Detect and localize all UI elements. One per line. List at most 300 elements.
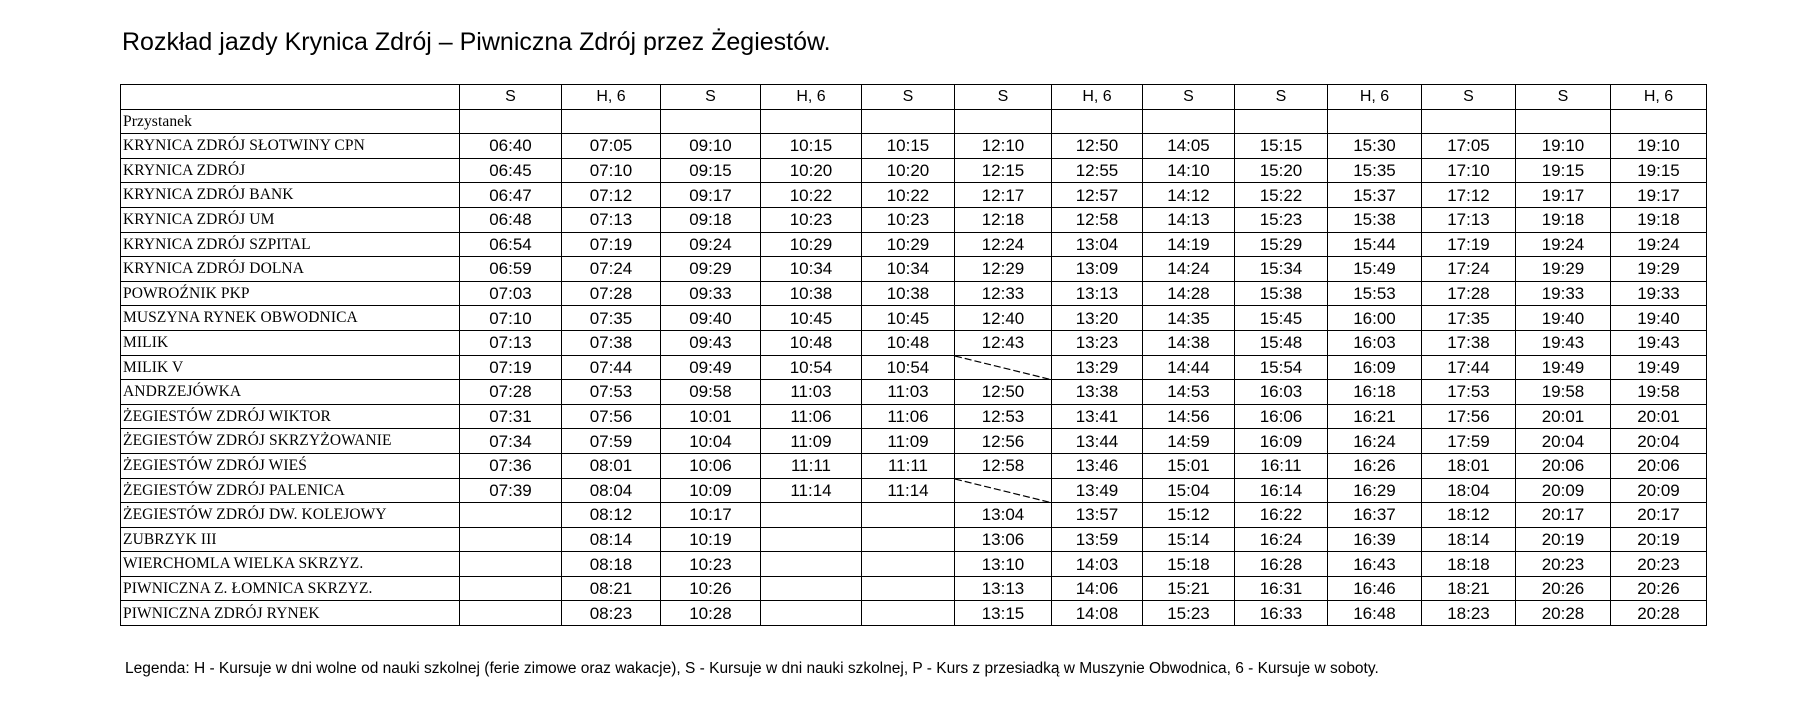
time-cell: 10:04 xyxy=(661,429,761,454)
time-cell: 09:17 xyxy=(661,183,761,208)
time-cell: 16:03 xyxy=(1235,380,1328,405)
empty-time-cell xyxy=(761,503,862,528)
time-cell: 18:04 xyxy=(1422,478,1516,503)
skipped-stop-line xyxy=(955,356,1051,380)
time-cell: 20:06 xyxy=(1611,453,1707,478)
time-cell: 12:50 xyxy=(1052,134,1143,159)
course-type-cell: H, 6 xyxy=(1611,85,1707,110)
time-cell: 07:13 xyxy=(562,207,661,232)
time-cell: 14:56 xyxy=(1143,404,1235,429)
skipped-stop-line xyxy=(955,479,1051,503)
table-row xyxy=(121,576,1707,601)
table-row xyxy=(121,134,1707,159)
stop-name: ŻEGIESTÓW ZDRÓJ DW. KOLEJOWY xyxy=(121,503,460,528)
time-cell: 11:06 xyxy=(761,404,862,429)
time-cell: 11:11 xyxy=(761,453,862,478)
time-cell: 10:01 xyxy=(661,404,761,429)
time-cell: 07:31 xyxy=(460,404,562,429)
time-cell: 09:40 xyxy=(661,306,761,331)
table-row xyxy=(121,158,1707,183)
time-cell: 07:35 xyxy=(562,306,661,331)
empty-header-cell xyxy=(862,109,955,134)
time-cell: 14:44 xyxy=(1143,355,1235,380)
time-cell: 20:04 xyxy=(1516,429,1611,454)
table-row xyxy=(121,232,1707,257)
time-cell: 15:12 xyxy=(1143,503,1235,528)
time-cell: 14:03 xyxy=(1052,552,1143,577)
time-cell: 10:29 xyxy=(761,232,862,257)
empty-time-cell xyxy=(460,527,562,552)
table-row xyxy=(121,330,1707,355)
table-row xyxy=(121,306,1707,331)
time-cell: 10:15 xyxy=(761,134,862,159)
empty-time-cell xyxy=(862,552,955,577)
time-cell: 07:28 xyxy=(460,380,562,405)
time-cell: 11:06 xyxy=(862,404,955,429)
time-cell: 19:58 xyxy=(1611,380,1707,405)
time-cell: 10:22 xyxy=(862,183,955,208)
table-row xyxy=(121,429,1707,454)
time-cell: 14:35 xyxy=(1143,306,1235,331)
time-cell: 13:13 xyxy=(1052,281,1143,306)
time-cell: 12:18 xyxy=(955,207,1052,232)
time-cell: 12:15 xyxy=(955,158,1052,183)
time-cell: 15:34 xyxy=(1235,257,1328,282)
time-cell: 13:29 xyxy=(1052,355,1143,380)
time-cell: 14:38 xyxy=(1143,330,1235,355)
stop-header-row xyxy=(121,109,1707,134)
time-cell: 10:23 xyxy=(761,207,862,232)
time-cell: 13:44 xyxy=(1052,429,1143,454)
time-cell: 14:08 xyxy=(1052,601,1143,626)
table-row xyxy=(121,207,1707,232)
time-cell: 12:58 xyxy=(1052,207,1143,232)
time-cell: 10:48 xyxy=(862,330,955,355)
stop-name: ZUBRZYK III xyxy=(121,527,460,552)
time-cell: 11:09 xyxy=(862,429,955,454)
time-cell: 16:26 xyxy=(1328,453,1422,478)
stop-name: MUSZYNA RYNEK OBWODNICA xyxy=(121,306,460,331)
time-cell: 09:33 xyxy=(661,281,761,306)
time-cell: 10:23 xyxy=(661,552,761,577)
time-cell: 17:13 xyxy=(1422,207,1516,232)
empty-time-cell xyxy=(862,527,955,552)
time-cell: 13:57 xyxy=(1052,503,1143,528)
time-cell: 19:18 xyxy=(1516,207,1611,232)
time-cell: 20:01 xyxy=(1516,404,1611,429)
time-cell: 13:09 xyxy=(1052,257,1143,282)
time-cell: 12:10 xyxy=(955,134,1052,159)
empty-header-cell xyxy=(1516,109,1611,134)
table-row xyxy=(121,281,1707,306)
stop-name: KRYNICA ZDRÓJ SZPITAL xyxy=(121,232,460,257)
time-cell: 10:38 xyxy=(761,281,862,306)
time-cell: 20:19 xyxy=(1516,527,1611,552)
time-cell: 19:40 xyxy=(1516,306,1611,331)
time-cell: 07:59 xyxy=(562,429,661,454)
time-cell: 12:57 xyxy=(1052,183,1143,208)
time-cell: 13:04 xyxy=(955,503,1052,528)
time-cell: 20:04 xyxy=(1611,429,1707,454)
time-cell: 07:39 xyxy=(460,478,562,503)
time-cell: 06:59 xyxy=(460,257,562,282)
stop-name: KRYNICA ZDRÓJ UM xyxy=(121,207,460,232)
time-cell: 09:18 xyxy=(661,207,761,232)
time-cell: 17:56 xyxy=(1422,404,1516,429)
time-cell: 16:18 xyxy=(1328,380,1422,405)
time-cell: 13:04 xyxy=(1052,232,1143,257)
time-cell: 09:10 xyxy=(661,134,761,159)
time-cell: 19:15 xyxy=(1611,158,1707,183)
time-cell: 09:43 xyxy=(661,330,761,355)
time-cell: 06:48 xyxy=(460,207,562,232)
empty-time-cell xyxy=(761,601,862,626)
course-type-cell: H, 6 xyxy=(761,85,862,110)
time-cell: 14:53 xyxy=(1143,380,1235,405)
header-corner xyxy=(121,85,460,110)
table-row xyxy=(121,404,1707,429)
time-cell: 20:09 xyxy=(1611,478,1707,503)
empty-time-cell xyxy=(460,552,562,577)
empty-header-cell xyxy=(1611,109,1707,134)
time-cell: 19:49 xyxy=(1611,355,1707,380)
time-cell: 19:58 xyxy=(1516,380,1611,405)
timetable xyxy=(120,84,1707,626)
time-cell: 19:15 xyxy=(1516,158,1611,183)
time-cell: 15:14 xyxy=(1143,527,1235,552)
time-cell: 14:59 xyxy=(1143,429,1235,454)
stop-column-header: Przystanek xyxy=(121,109,460,134)
time-cell: 16:37 xyxy=(1328,503,1422,528)
time-cell: 18:23 xyxy=(1422,601,1516,626)
empty-time-cell xyxy=(862,576,955,601)
stop-name: KRYNICA ZDRÓJ xyxy=(121,158,460,183)
time-cell: 08:04 xyxy=(562,478,661,503)
time-cell: 11:03 xyxy=(862,380,955,405)
time-cell: 12:58 xyxy=(955,453,1052,478)
time-cell: 16:06 xyxy=(1235,404,1328,429)
time-cell: 07:53 xyxy=(562,380,661,405)
time-cell: 15:18 xyxy=(1143,552,1235,577)
time-cell: 10:45 xyxy=(761,306,862,331)
skipped-stop-mark xyxy=(955,478,1052,503)
stop-name: POWROŹNIK PKP xyxy=(121,281,460,306)
time-cell: 20:19 xyxy=(1611,527,1707,552)
time-cell: 06:54 xyxy=(460,232,562,257)
stop-name: PIWNICZNA ZDRÓJ RYNEK xyxy=(121,601,460,626)
time-cell: 15:04 xyxy=(1143,478,1235,503)
time-cell: 06:40 xyxy=(460,134,562,159)
time-cell: 16:48 xyxy=(1328,601,1422,626)
stop-name: MILIK xyxy=(121,330,460,355)
table-row xyxy=(121,527,1707,552)
empty-header-cell xyxy=(1328,109,1422,134)
course-type-cell: S xyxy=(862,85,955,110)
time-cell: 07:12 xyxy=(562,183,661,208)
time-cell: 12:55 xyxy=(1052,158,1143,183)
empty-header-cell xyxy=(955,109,1052,134)
time-cell: 07:03 xyxy=(460,281,562,306)
time-cell: 19:40 xyxy=(1611,306,1707,331)
time-cell: 17:05 xyxy=(1422,134,1516,159)
course-type-cell: S xyxy=(1516,85,1611,110)
time-cell: 07:24 xyxy=(562,257,661,282)
time-cell: 12:53 xyxy=(955,404,1052,429)
time-cell: 15:45 xyxy=(1235,306,1328,331)
time-cell: 20:23 xyxy=(1611,552,1707,577)
time-cell: 20:28 xyxy=(1516,601,1611,626)
time-cell: 10:17 xyxy=(661,503,761,528)
empty-time-cell xyxy=(460,601,562,626)
time-cell: 11:11 xyxy=(862,453,955,478)
time-cell: 16:09 xyxy=(1235,429,1328,454)
time-cell: 10:34 xyxy=(761,257,862,282)
stop-name: ŻEGIESTÓW ZDRÓJ SKRZYŻOWANIE xyxy=(121,429,460,454)
time-cell: 07:19 xyxy=(562,232,661,257)
empty-header-cell xyxy=(1052,109,1143,134)
table-row xyxy=(121,183,1707,208)
time-cell: 16:24 xyxy=(1235,527,1328,552)
empty-header-cell xyxy=(1235,109,1328,134)
time-cell: 07:56 xyxy=(562,404,661,429)
course-type-cell: S xyxy=(661,85,761,110)
time-cell: 19:29 xyxy=(1516,257,1611,282)
empty-time-cell xyxy=(761,576,862,601)
skipped-stop-mark xyxy=(955,355,1052,380)
time-cell: 16:21 xyxy=(1328,404,1422,429)
time-cell: 08:12 xyxy=(562,503,661,528)
time-cell: 07:44 xyxy=(562,355,661,380)
time-cell: 18:14 xyxy=(1422,527,1516,552)
time-cell: 19:17 xyxy=(1516,183,1611,208)
time-cell: 15:49 xyxy=(1328,257,1422,282)
time-cell: 10:15 xyxy=(862,134,955,159)
time-cell: 13:20 xyxy=(1052,306,1143,331)
time-cell: 13:49 xyxy=(1052,478,1143,503)
time-cell: 10:26 xyxy=(661,576,761,601)
time-cell: 16:09 xyxy=(1328,355,1422,380)
time-cell: 15:20 xyxy=(1235,158,1328,183)
course-type-cell: S xyxy=(955,85,1052,110)
time-cell: 08:01 xyxy=(562,453,661,478)
table-row xyxy=(121,478,1707,503)
empty-header-cell xyxy=(562,109,661,134)
time-cell: 11:14 xyxy=(862,478,955,503)
time-cell: 10:54 xyxy=(761,355,862,380)
time-cell: 20:26 xyxy=(1611,576,1707,601)
time-cell: 17:10 xyxy=(1422,158,1516,183)
time-cell: 17:19 xyxy=(1422,232,1516,257)
time-cell: 12:56 xyxy=(955,429,1052,454)
time-cell: 19:33 xyxy=(1516,281,1611,306)
time-cell: 17:59 xyxy=(1422,429,1516,454)
time-cell: 10:23 xyxy=(862,207,955,232)
time-cell: 19:10 xyxy=(1611,134,1707,159)
time-cell: 09:58 xyxy=(661,380,761,405)
time-cell: 13:41 xyxy=(1052,404,1143,429)
time-cell: 15:23 xyxy=(1235,207,1328,232)
time-cell: 14:12 xyxy=(1143,183,1235,208)
time-cell: 19:17 xyxy=(1611,183,1707,208)
time-cell: 12:29 xyxy=(955,257,1052,282)
course-type-cell: H, 6 xyxy=(562,85,661,110)
time-cell: 16:39 xyxy=(1328,527,1422,552)
time-cell: 19:18 xyxy=(1611,207,1707,232)
empty-time-cell xyxy=(761,527,862,552)
empty-header-cell xyxy=(1143,109,1235,134)
time-cell: 19:43 xyxy=(1516,330,1611,355)
time-cell: 15:21 xyxy=(1143,576,1235,601)
time-cell: 08:18 xyxy=(562,552,661,577)
course-type-cell: S xyxy=(1143,85,1235,110)
empty-header-cell xyxy=(761,109,862,134)
time-cell: 19:10 xyxy=(1516,134,1611,159)
time-cell: 18:12 xyxy=(1422,503,1516,528)
time-cell: 11:09 xyxy=(761,429,862,454)
time-cell: 20:17 xyxy=(1516,503,1611,528)
time-cell: 12:43 xyxy=(955,330,1052,355)
time-cell: 13:15 xyxy=(955,601,1052,626)
time-cell: 16:00 xyxy=(1328,306,1422,331)
time-cell: 12:17 xyxy=(955,183,1052,208)
time-cell: 20:09 xyxy=(1516,478,1611,503)
time-cell: 13:06 xyxy=(955,527,1052,552)
time-cell: 11:03 xyxy=(761,380,862,405)
time-cell: 16:24 xyxy=(1328,429,1422,454)
stop-name: ŻEGIESTÓW ZDRÓJ PALENICA xyxy=(121,478,460,503)
stop-name: WIERCHOMLA WIELKA SKRZYZ. xyxy=(121,552,460,577)
time-cell: 15:01 xyxy=(1143,453,1235,478)
time-cell: 16:46 xyxy=(1328,576,1422,601)
time-cell: 10:54 xyxy=(862,355,955,380)
time-cell: 16:31 xyxy=(1235,576,1328,601)
time-cell: 14:28 xyxy=(1143,281,1235,306)
time-cell: 14:06 xyxy=(1052,576,1143,601)
table-row xyxy=(121,453,1707,478)
time-cell: 07:05 xyxy=(562,134,661,159)
time-cell: 09:49 xyxy=(661,355,761,380)
time-cell: 12:50 xyxy=(955,380,1052,405)
stop-name: KRYNICA ZDRÓJ SŁOTWINY CPN xyxy=(121,134,460,159)
stop-name: ŻEGIESTÓW ZDRÓJ WIEŚ xyxy=(121,453,460,478)
time-cell: 12:33 xyxy=(955,281,1052,306)
empty-header-cell xyxy=(661,109,761,134)
time-cell: 15:38 xyxy=(1328,207,1422,232)
time-cell: 15:29 xyxy=(1235,232,1328,257)
time-cell: 13:38 xyxy=(1052,380,1143,405)
stop-name: KRYNICA ZDRÓJ DOLNA xyxy=(121,257,460,282)
time-cell: 19:24 xyxy=(1611,232,1707,257)
empty-header-cell xyxy=(460,109,562,134)
time-cell: 13:46 xyxy=(1052,453,1143,478)
time-cell: 09:29 xyxy=(661,257,761,282)
time-cell: 15:23 xyxy=(1143,601,1235,626)
course-type-cell: S xyxy=(1422,85,1516,110)
time-cell: 07:38 xyxy=(562,330,661,355)
time-cell: 06:45 xyxy=(460,158,562,183)
time-cell: 09:24 xyxy=(661,232,761,257)
time-cell: 20:17 xyxy=(1611,503,1707,528)
time-cell: 12:24 xyxy=(955,232,1052,257)
time-cell: 18:01 xyxy=(1422,453,1516,478)
time-cell: 17:38 xyxy=(1422,330,1516,355)
time-cell: 15:38 xyxy=(1235,281,1328,306)
time-cell: 17:44 xyxy=(1422,355,1516,380)
time-cell: 07:10 xyxy=(562,158,661,183)
time-cell: 08:23 xyxy=(562,601,661,626)
time-cell: 14:05 xyxy=(1143,134,1235,159)
time-cell: 17:12 xyxy=(1422,183,1516,208)
time-cell: 15:30 xyxy=(1328,134,1422,159)
stop-name: ŻEGIESTÓW ZDRÓJ WIKTOR xyxy=(121,404,460,429)
time-cell: 13:10 xyxy=(955,552,1052,577)
time-cell: 16:29 xyxy=(1328,478,1422,503)
time-cell: 15:48 xyxy=(1235,330,1328,355)
time-cell: 18:21 xyxy=(1422,576,1516,601)
time-cell: 11:14 xyxy=(761,478,862,503)
empty-time-cell xyxy=(761,552,862,577)
time-cell: 10:09 xyxy=(661,478,761,503)
time-cell: 07:34 xyxy=(460,429,562,454)
time-cell: 17:35 xyxy=(1422,306,1516,331)
empty-header-cell xyxy=(1422,109,1516,134)
empty-time-cell xyxy=(460,503,562,528)
time-cell: 10:38 xyxy=(862,281,955,306)
time-cell: 07:19 xyxy=(460,355,562,380)
time-cell: 19:43 xyxy=(1611,330,1707,355)
time-cell: 06:47 xyxy=(460,183,562,208)
time-cell: 16:03 xyxy=(1328,330,1422,355)
time-cell: 20:23 xyxy=(1516,552,1611,577)
page-title: Rozkład jazdy Krynica Zdrój – Piwniczna Zdrój przez Żegiestów. xyxy=(122,28,831,56)
time-cell: 15:53 xyxy=(1328,281,1422,306)
time-cell: 07:13 xyxy=(460,330,562,355)
time-cell: 17:28 xyxy=(1422,281,1516,306)
time-cell: 17:24 xyxy=(1422,257,1516,282)
course-type-cell: S xyxy=(1235,85,1328,110)
time-cell: 15:37 xyxy=(1328,183,1422,208)
time-cell: 10:45 xyxy=(862,306,955,331)
empty-time-cell xyxy=(862,503,955,528)
time-cell: 16:28 xyxy=(1235,552,1328,577)
time-cell: 19:49 xyxy=(1516,355,1611,380)
time-cell: 10:20 xyxy=(862,158,955,183)
time-cell: 20:01 xyxy=(1611,404,1707,429)
time-cell: 16:43 xyxy=(1328,552,1422,577)
legend: Legenda: H - Kursuje w dni wolne od nauki szkolnej (ferie zimowe oraz wakacje), S - Kursuje w dni nauki szkolnej, P - Kurs z przesiadką w Muszynie Obwodnica, 6 - Kursuje w soboty. xyxy=(125,660,1379,677)
stop-name: KRYNICA ZDRÓJ BANK xyxy=(121,183,460,208)
table-row xyxy=(121,355,1707,380)
time-cell: 20:28 xyxy=(1611,601,1707,626)
time-cell: 10:19 xyxy=(661,527,761,552)
time-cell: 10:20 xyxy=(761,158,862,183)
time-cell: 20:06 xyxy=(1516,453,1611,478)
time-cell: 08:14 xyxy=(562,527,661,552)
time-cell: 18:18 xyxy=(1422,552,1516,577)
stop-name: ANDRZEJÓWKA xyxy=(121,380,460,405)
time-cell: 10:06 xyxy=(661,453,761,478)
time-cell: 19:29 xyxy=(1611,257,1707,282)
time-cell: 10:48 xyxy=(761,330,862,355)
time-cell: 15:22 xyxy=(1235,183,1328,208)
time-cell: 07:10 xyxy=(460,306,562,331)
time-cell: 17:53 xyxy=(1422,380,1516,405)
course-type-row xyxy=(121,85,1707,110)
time-cell: 15:54 xyxy=(1235,355,1328,380)
course-type-cell: S xyxy=(460,85,562,110)
time-cell: 13:23 xyxy=(1052,330,1143,355)
table-row xyxy=(121,601,1707,626)
